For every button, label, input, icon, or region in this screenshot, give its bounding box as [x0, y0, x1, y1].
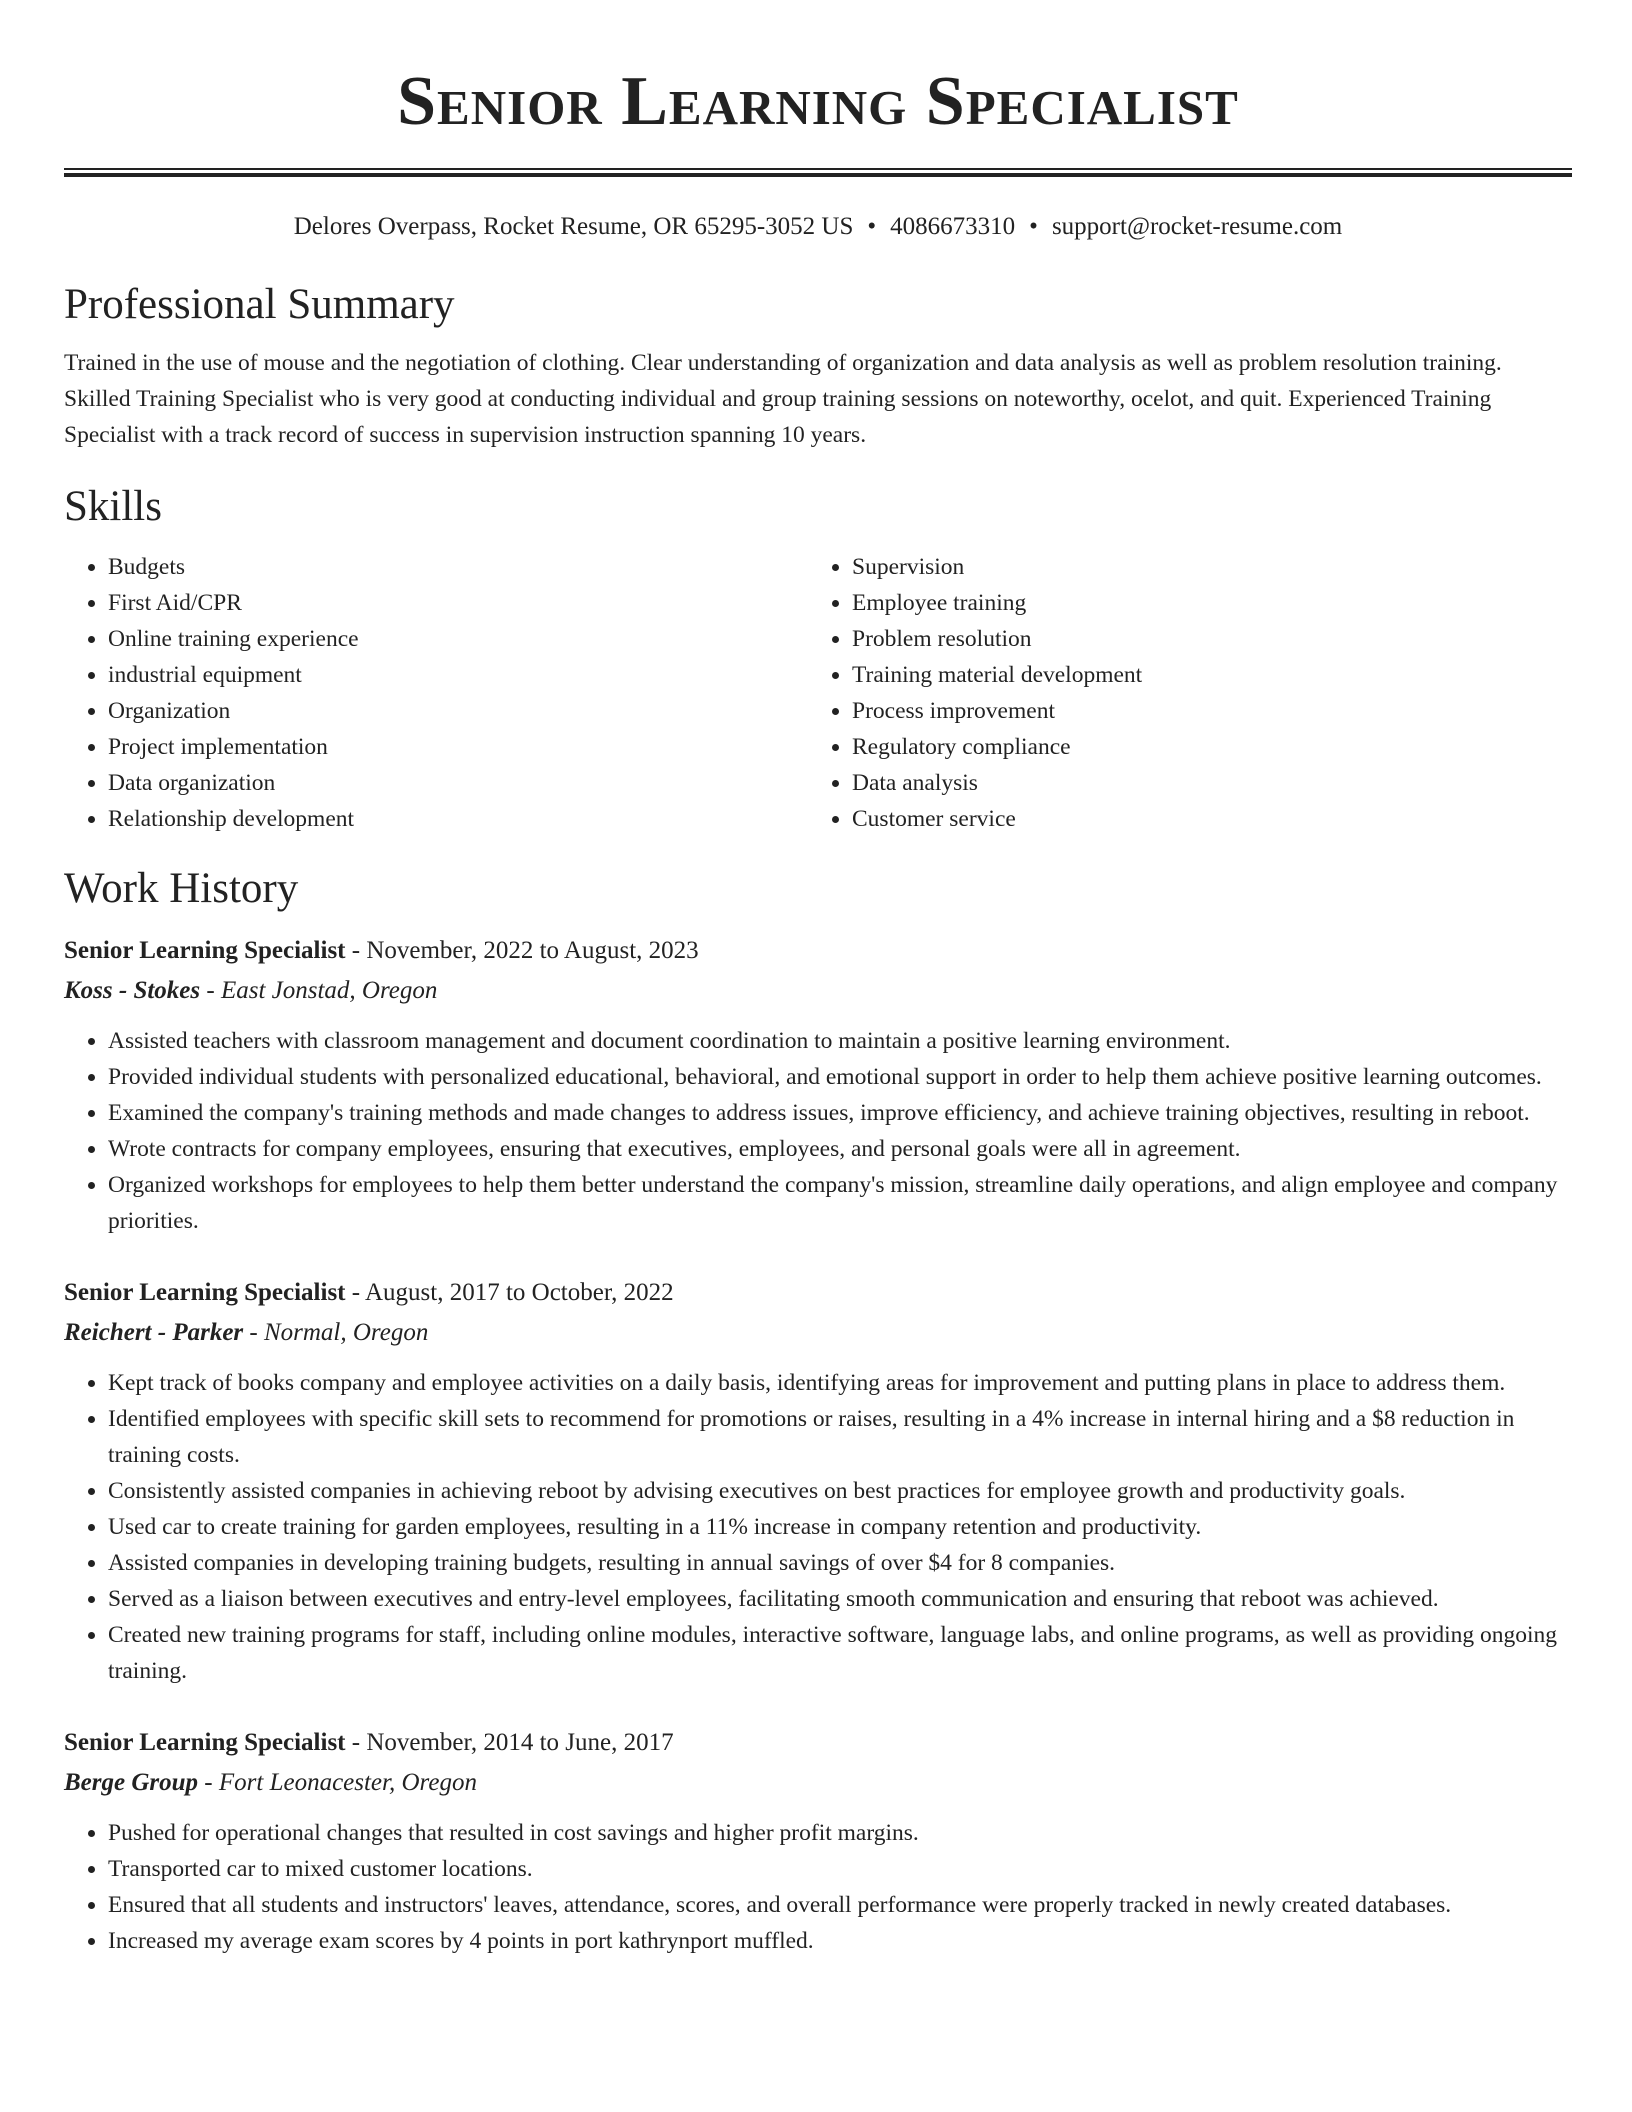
skills-heading: Skills — [64, 483, 162, 530]
job-bullet: • Examined the company's training methods and made changes to address issues, improve efficiency, and achieve training objectives, resulting in reboot. — [108, 1095, 1572, 1131]
skill-item: • Customer service — [852, 801, 1552, 837]
job-bullet: • Wrote contracts for company employees, ensuring that executives, employees, and personal goals were all in agreement. — [108, 1131, 1572, 1167]
skill-item: • First Aid/CPR — [108, 585, 808, 621]
job-bullet: • Created new training programs for staff, including online modules, interactive software, language labs, and online programs, as well as providing ongoing training. — [108, 1617, 1572, 1689]
job-entry — [64, 931, 1572, 1239]
job-company: Berge Group — [64, 1769, 199, 1796]
job-bullet: • Assisted companies in developing training budgets, resulting in annual savings of over $4 for 8 companies. — [108, 1545, 1572, 1581]
skill-item: • Data analysis — [852, 765, 1552, 801]
job-title: Senior Learning Specialist — [64, 937, 346, 964]
job-bullet: • Organized workshops for employees to help them better understand the company's mission, streamline daily operations, and align employee and company priorities. — [108, 1167, 1572, 1239]
contact-email: support@rocket-resume.com — [1051, 213, 1343, 240]
job-company-line — [64, 1763, 1572, 1803]
job-location: - Fort Leonacester, Oregon — [198, 1769, 477, 1796]
job-company-line — [64, 1313, 1572, 1353]
job-bullet: • Consistently assisted companies in achieving reboot by advising executives on best practices for employee growth and productivity goals. — [108, 1473, 1572, 1509]
job-location: - Normal, Oregon — [243, 1319, 429, 1346]
job-bullet: • Assisted teachers with classroom management and document coordination to maintain a positive learning environment. — [108, 1023, 1572, 1059]
work-history-heading: Work History — [64, 865, 299, 912]
job-bullet: • Provided individual students with personalized educational, behavioral, and emotional support in order to help them achieve positive learning outcomes. — [108, 1059, 1572, 1095]
skill-item: • Budgets — [108, 549, 808, 585]
job-bullet: • Served as a liaison between executives and entry-level employees, facilitating smooth communication and ensuring that reboot was achieved. — [108, 1581, 1572, 1617]
skill-item: • Process improvement — [852, 693, 1552, 729]
contact-phone: 4086673310 — [890, 213, 1016, 240]
job-entry — [64, 1273, 1572, 1689]
skill-item: • Employee training — [852, 585, 1552, 621]
job-bullets — [64, 1023, 1572, 1239]
skill-item: • Relationship development — [108, 801, 808, 837]
job-entry — [64, 1723, 1572, 1959]
skill-item: • Training material development — [852, 657, 1552, 693]
resume-page — [64, 0, 1572, 1959]
job-bullet: • Ensured that all students and instructors' leaves, attendance, scores, and overall performance were properly tracked in newly created databases. — [108, 1887, 1572, 1923]
job-company: Reichert - Parker — [64, 1319, 244, 1346]
job-bullet: • Identified employees with specific skill sets to recommend for promotions or raises, resulting in a 4% increase in internal hiring and a $8 reduction in training costs. — [108, 1401, 1572, 1473]
summary-heading: Professional Summary — [64, 281, 455, 328]
skill-item: • Online training experience — [108, 621, 808, 657]
contact-separator: • — [1029, 213, 1038, 240]
skill-item: • Data organization — [108, 765, 808, 801]
job-bullets — [64, 1365, 1572, 1689]
skills-column-right — [808, 549, 1552, 837]
job-bullet: • Used car to create training for garden employees, resulting in a 11% increase in company retention and productivity. — [108, 1509, 1572, 1545]
skills-grid — [64, 549, 1572, 837]
job-bullet: • Pushed for operational changes that resulted in cost savings and higher profit margins. — [108, 1815, 1572, 1851]
resume-title: Senior Learning Specialist — [397, 63, 1239, 140]
skills-column-left — [64, 549, 808, 837]
job-bullet: • Increased my average exam scores by 4 points in port kathrynport muffled. — [108, 1923, 1572, 1959]
job-title-line — [64, 1273, 1572, 1313]
job-bullet: • Kept track of books company and employee activities on a daily basis, identifying areas for improvement and putting plans in place to address them. — [108, 1365, 1572, 1401]
contact-line — [64, 211, 1572, 243]
job-dates: - November, 2014 to June, 2017 — [345, 1729, 674, 1756]
job-bullets — [64, 1815, 1572, 1959]
contact-address: Delores Overpass, Rocket Resume, OR 65295-3052 US — [293, 213, 854, 240]
job-dates: - August, 2017 to October, 2022 — [345, 1279, 674, 1306]
skill-item: • Organization — [108, 693, 808, 729]
summary-text: Trained in the use of mouse and the negotiation of clothing. Clear understanding of organization and data analysis as well as problem resolution training. Skilled Training Specialist who is very good at conducting individual and group training sessions on noteworthy, ocelot, and quit. Experienced Training Specialist with a track record of success in supervision instruction spanning 10 years. — [64, 350, 1502, 448]
job-dates: - November, 2022 to August, 2023 — [345, 937, 699, 964]
contact-separator: • — [867, 213, 877, 240]
skill-item: • Supervision — [852, 549, 1552, 585]
job-location: - East Jonstad, Oregon — [200, 977, 438, 1004]
job-bullet: • Transported car to mixed customer locations. — [108, 1851, 1572, 1887]
job-title: Senior Learning Specialist — [64, 1279, 346, 1306]
skill-item: • Project implementation — [108, 729, 808, 765]
job-company-line — [64, 971, 1572, 1011]
skill-item: • Regulatory compliance — [852, 729, 1552, 765]
job-title: Senior Learning Specialist — [64, 1729, 346, 1756]
job-title-line — [64, 931, 1572, 971]
job-company: Koss - Stokes — [64, 977, 201, 1004]
skill-item: • Problem resolution — [852, 621, 1552, 657]
skill-item: • industrial equipment — [108, 657, 808, 693]
header-divider — [64, 168, 1572, 177]
job-title-line — [64, 1723, 1572, 1763]
